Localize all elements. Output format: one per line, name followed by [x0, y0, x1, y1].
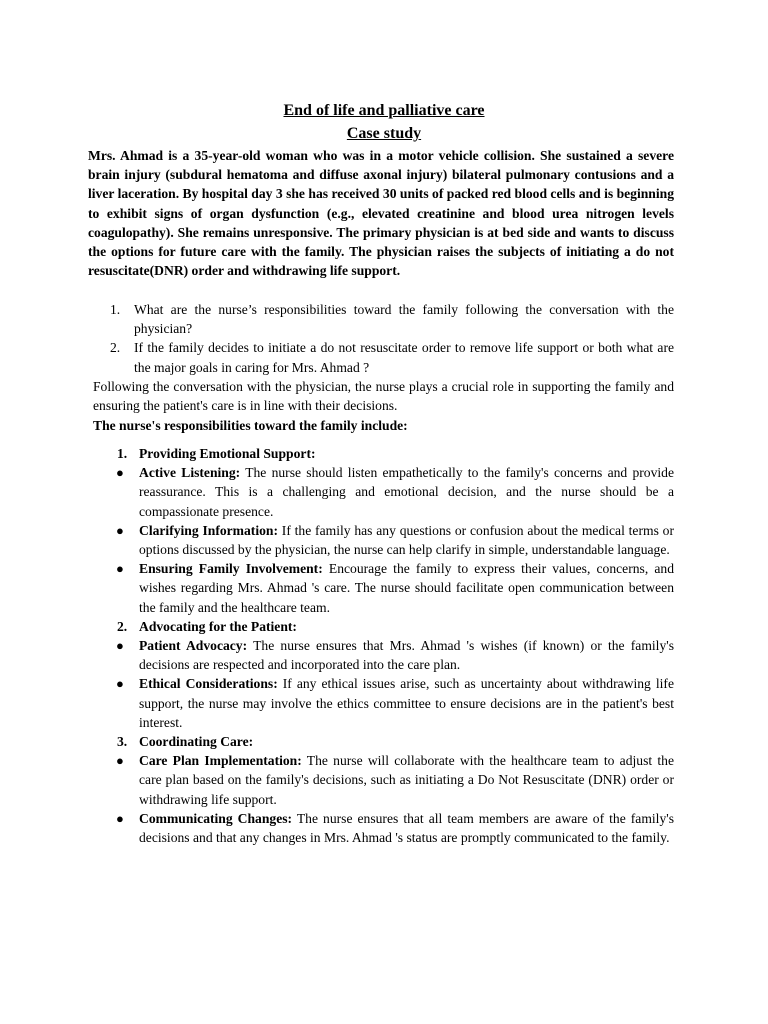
bullet-term: Care Plan Implementation:: [139, 753, 302, 769]
document-subtitle: Case study: [346, 125, 422, 142]
section-heading: [88, 732, 674, 751]
bullet-item: [88, 674, 674, 732]
bullet-item: [88, 751, 674, 809]
question-number: 2.: [110, 340, 121, 356]
bullet-item: [88, 809, 674, 847]
section-title: Providing Emotional Support:: [139, 446, 316, 461]
bullet-item: [88, 463, 674, 521]
question-number: 1.: [110, 302, 121, 317]
bullet-term: Clarifying Information:: [139, 522, 278, 538]
responsibilities-list: [88, 444, 674, 847]
bullet-text: The nurse ensures that all team members are aware of the family's decisions and that any changes in Mrs. Ahmad 's status are promptly communicated to the family.: [139, 810, 674, 846]
bullet-icon: ●: [116, 465, 124, 481]
section-heading: [88, 617, 674, 636]
section-title: Advocating for the Patient:: [139, 618, 297, 634]
question-item: [88, 338, 674, 376]
document-title: End of life and palliative care: [283, 102, 485, 119]
section-heading: [88, 444, 674, 463]
bullet-text: Encourage the family to express their values, concerns, and wishes regarding Mrs. Ahmad 's care. The nurse should facilitate open communication between the family and the healthcare team.: [139, 561, 674, 615]
section-title: Coordinating Care:: [139, 734, 254, 750]
bullet-icon: ●: [116, 810, 124, 826]
section-number: 1.: [117, 446, 128, 461]
bullet-text: The nurse ensures that Mrs. Ahmad 's wishes (if known) or the family's decisions are respected and incorporated into the care plan.: [139, 638, 674, 673]
question-text: What are the nurse’s responsibilities toward the family following the conversation with the physician?: [134, 302, 674, 337]
bullet-text: The nurse should listen empathetically to the family's concerns and provide reassurance. This is a challenging and emotional decision, and the nurse should be a compassionate presence.: [139, 465, 674, 519]
bullet-term: Patient Advocacy:: [139, 638, 248, 654]
responsibilities-heading: The nurse's responsibilities toward the family include:: [93, 418, 408, 433]
bullet-icon: ●: [116, 753, 124, 769]
case-intro: Mrs. Ahmad is a 35-year-old woman who was in a motor vehicle collision. She sustained a severe brain injury (subdural hematoma and diffuse axonal injury) bilateral pulmonary contusions and a liver laceration. By hospital day 3 she has received 30 units of packed red blood cells and is beginning to exhibit signs of organ dysfunction (e.g., elevated creatinine and blood urea nitrogen levels coagulopathy). She remains unresponsive. The primary physician is at bed side and wants to discuss the options for future care with the family. The physician raises the subjects of initiating a do not resuscitate(DNR) order and withdrawing life support.: [88, 148, 674, 279]
bullet-term: Communicating Changes:: [139, 810, 293, 826]
bullet-text: If the family has any questions or confusion about the medical terms or options discussed by the physician, the nurse can help clarify in simple, understandable language.: [139, 522, 674, 558]
bullet-icon: ●: [116, 676, 124, 692]
bullet-icon: ●: [116, 638, 124, 654]
bullet-item: [88, 521, 674, 559]
question-list: [88, 300, 674, 377]
answer-paragraph: Following the conversation with the physician, the nurse plays a crucial role in supporting the family and ensuring the patient's care is in line with their decisions.: [93, 379, 674, 414]
bullet-item: [88, 636, 674, 674]
section-number: 2.: [117, 618, 128, 634]
question-text: If the family decides to initiate a do not resuscitate order to remove life support or both what are the major goals in caring for Mrs. Ahmad ?: [134, 340, 674, 375]
bullet-text: If any ethical issues arise, such as uncertainty about withdrawing life support, the nurse may involve the ethics committee to ensure decisions are in the patient's best interest.: [139, 676, 674, 730]
bullet-icon: ●: [116, 561, 124, 577]
bullet-text: The nurse will collaborate with the healthcare team to adjust the care plan based on the family's decisions, such as initiating a Do Not Resuscitate (DNR) order or withdrawing life support.: [139, 753, 674, 807]
section-number: 3.: [117, 734, 128, 750]
bullet-term: Ethical Considerations:: [139, 676, 278, 692]
question-item: [88, 300, 674, 338]
bullet-term: Active Listening:: [139, 465, 241, 481]
bullet-term: Ensuring Family Involvement:: [139, 561, 323, 577]
bullet-icon: ●: [116, 522, 124, 538]
bullet-item: [88, 559, 674, 617]
